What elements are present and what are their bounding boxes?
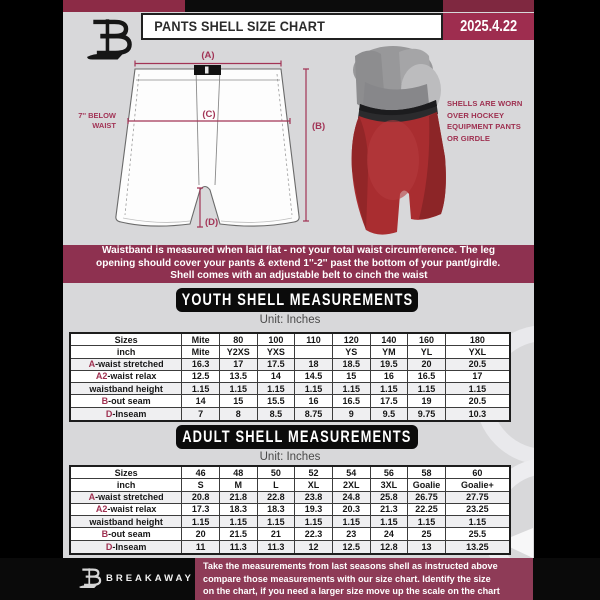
table-cell: 1.15: [446, 516, 509, 528]
table-cell: YXS: [258, 346, 296, 358]
table-cell: 8.75: [295, 408, 333, 420]
table-row: [71, 408, 509, 420]
table-cell: 20: [408, 359, 446, 371]
shorts-outline: [116, 69, 299, 226]
table-row: [71, 528, 509, 540]
table-cell: 100: [258, 334, 296, 346]
table-cell: 7: [182, 408, 220, 420]
table-cell: 80: [220, 334, 258, 346]
table-cell: 1.15: [258, 516, 296, 528]
measure-label-d: (D): [205, 217, 219, 228]
table-cell: 27.75: [446, 492, 509, 504]
footer-instruction-line: Take the measurements from last seasons shell as instructed above: [203, 561, 498, 573]
row-label: [71, 346, 182, 358]
table-cell: 23: [333, 528, 371, 540]
table-row: [71, 516, 509, 528]
row-label: [71, 504, 182, 516]
table-cell: 19.3: [295, 504, 333, 516]
table-cell: 21.5: [220, 528, 258, 540]
shell-note-line: EQUIPMENT PANTS: [447, 122, 521, 131]
table-cell: 16.5: [333, 395, 371, 407]
table-cell: 13: [408, 541, 446, 553]
row-label-text: inch: [116, 479, 136, 490]
row-label: [71, 383, 182, 395]
table-cell: 8: [220, 408, 258, 420]
table-cell: 120: [333, 334, 371, 346]
table-cell: 60: [446, 467, 509, 479]
table-row: [71, 359, 509, 371]
date-text: 2025.4.22: [460, 17, 517, 35]
table-cell: 11.3: [220, 541, 258, 553]
table-cell: 1.15: [295, 516, 333, 528]
table-cell: Goalie: [408, 479, 446, 491]
adult-unit-label: Unit: Inches: [259, 451, 321, 463]
table-cell: 26.75: [408, 492, 446, 504]
table-cell: 180: [446, 334, 509, 346]
row-label-text: waistband height: [89, 383, 163, 394]
row-label: [71, 516, 182, 528]
table-cell: 140: [371, 334, 409, 346]
row-label: [71, 541, 182, 553]
row-label-prefix: B: [101, 395, 109, 406]
table-row: [71, 504, 509, 516]
table-cell: 22.3: [295, 528, 333, 540]
table-cell: 1.15: [408, 383, 446, 395]
table-cell: 1.15: [295, 383, 333, 395]
row-label-prefix: A: [88, 492, 96, 503]
table-cell: 10.3: [468, 408, 487, 419]
youth-heading: YOUTH SHELL MEASUREMENTS: [181, 290, 413, 309]
table-row: [71, 541, 509, 553]
table-cell: 160: [408, 334, 446, 346]
youth-section-header: [176, 288, 418, 312]
table-cell: M: [220, 479, 258, 491]
table-cell: 18.5: [333, 359, 371, 371]
row-label: [71, 359, 182, 371]
table-cell: 24.8: [333, 492, 371, 504]
youth-unit-label: Unit: Inches: [259, 314, 321, 326]
table-cell: 20.3: [333, 504, 371, 516]
table-cell: 52: [295, 467, 333, 479]
table-cell: Goalie+: [446, 479, 509, 491]
table-cell: 13.5: [220, 371, 258, 383]
table-row: [71, 395, 509, 407]
table-cell: 12.5: [182, 371, 220, 383]
table-cell: 50: [258, 467, 296, 479]
table-cell: 16.3: [182, 359, 220, 371]
table-cell: Mite: [182, 346, 220, 358]
table-cell: 1.15: [408, 516, 446, 528]
footer-instructions: [195, 558, 533, 600]
table-row: [71, 383, 509, 395]
table-cell: 14: [258, 371, 296, 383]
table-cell: 21.3: [371, 504, 409, 516]
table-cell: 13.25: [466, 541, 489, 552]
measure-label-b: (B): [312, 121, 326, 132]
table-cell: 19: [408, 395, 446, 407]
table-cell: 17.5: [371, 395, 409, 407]
table-row: [71, 467, 509, 479]
table-cell: 1.15: [220, 516, 258, 528]
shell-photo: [335, 42, 453, 238]
table-cell: 1.15: [182, 383, 220, 395]
waist-note-line1: 7'' BELOW: [78, 111, 116, 120]
table-cell: 1.15: [182, 516, 220, 528]
row-label-text: -Inseam: [112, 541, 147, 552]
row-label-text: inch: [116, 346, 136, 357]
row-label-prefix: A: [88, 359, 96, 370]
table-cell: 14.5: [295, 371, 333, 383]
row-label-text: -waist relax: [107, 371, 157, 382]
table-cell: 54: [333, 467, 371, 479]
table-row: [71, 346, 509, 358]
page-title-box: [141, 13, 443, 40]
table-cell: 15.5: [258, 395, 296, 407]
row-label: [71, 395, 182, 407]
table-cell: 9.75: [408, 408, 446, 420]
row-label-prefix: D: [105, 408, 113, 419]
table-row: [71, 371, 509, 383]
row-label-prefix: D: [105, 541, 113, 552]
table-cell: 16: [371, 371, 409, 383]
table-cell: 23.8: [295, 492, 333, 504]
brand-wordmark: BREAKAWAY: [106, 573, 194, 584]
table-cell: 12.8: [371, 541, 409, 553]
table-cell: 25: [408, 528, 446, 540]
table-cell: 2XL: [333, 479, 371, 491]
row-label-prefix: B: [101, 528, 109, 539]
table-cell: 1.15: [258, 383, 296, 395]
table-cell: 1.15: [446, 383, 509, 395]
table-cell: 19.5: [371, 359, 409, 371]
header-strip-maroon-right: [443, 0, 534, 12]
table-cell: Mite: [182, 334, 220, 346]
row-label: [71, 492, 182, 504]
table-cell: 21: [258, 528, 296, 540]
table-cell: 22.8: [258, 492, 296, 504]
table-cell: 48: [220, 467, 258, 479]
measure-label-a: (A): [201, 50, 215, 61]
table-cell: 18.3: [220, 504, 258, 516]
shell-note-line: OR GIRDLE: [447, 133, 491, 143]
row-label-text: -out seam: [108, 395, 151, 406]
table-row: [71, 492, 509, 504]
footer-bar: [0, 558, 600, 600]
table-cell: 18: [295, 359, 333, 371]
table-cell: Y2XS: [220, 346, 258, 358]
adult-section-header: [176, 425, 418, 449]
table-cell: 14: [182, 395, 220, 407]
document-page: [63, 0, 534, 558]
row-label-text: -waist stretched: [95, 359, 164, 370]
row-label: [71, 467, 182, 479]
table-cell: 1.15: [220, 383, 258, 395]
table-cell: YS: [333, 346, 371, 358]
date-badge: [443, 13, 534, 40]
table-cell: 18.3: [258, 504, 296, 516]
table-cell: 24: [371, 528, 409, 540]
waist-note-line2: WAIST: [92, 121, 116, 130]
table-cell: 25.8: [371, 492, 409, 504]
table-cell: 17.3: [182, 504, 220, 516]
table-cell: 1.15: [371, 516, 409, 528]
table-cell: 1.15: [333, 383, 371, 395]
table-cell: 1.15: [333, 516, 371, 528]
waistband-info-banner: [63, 245, 534, 283]
table-cell: YL: [408, 346, 446, 358]
row-label: [71, 528, 182, 540]
table-cell: 17: [446, 371, 509, 383]
table-cell: 20: [182, 528, 220, 540]
table-cell: S: [182, 479, 220, 491]
header-strip-maroon-left: [63, 0, 185, 12]
table-cell: 46: [182, 467, 220, 479]
table-cell: L: [258, 479, 296, 491]
row-label: [71, 334, 182, 346]
breakaway-logo-small-icon: [78, 565, 104, 589]
info-line: opening should cover your pants & extend 1''-2'' past the bottom of your pant/girdle.: [96, 257, 501, 269]
table-cell: 12.5: [333, 541, 371, 553]
table-cell: 12: [295, 541, 333, 553]
table-cell: 16.5: [408, 371, 446, 383]
row-label-text: -Inseam: [112, 408, 147, 419]
row-label: [71, 371, 182, 383]
footer-instruction-line: on the chart, if you need a larger size move up the scale on the chart: [203, 586, 500, 598]
info-line: Shell comes with an adjustable belt to cinch the waist: [169, 270, 428, 282]
table-cell: 11: [182, 541, 220, 553]
youth-measurements-table: [69, 332, 511, 422]
table-cell: 20.8: [182, 492, 220, 504]
row-label: [71, 479, 182, 491]
row-label-text: Sizes: [114, 467, 138, 478]
row-label: [71, 408, 182, 420]
table-row: [71, 334, 509, 346]
table-cell: 11.3: [258, 541, 296, 553]
header-strip-black: [185, 0, 443, 12]
table-cell: 56: [371, 467, 409, 479]
row-label-text: -waist relax: [107, 504, 157, 515]
table-cell: 17: [220, 359, 258, 371]
adult-measurements-table: [69, 465, 511, 555]
info-line: Waistband is measured when laid flat - not your total waist circumference. The leg: [101, 245, 496, 257]
table-cell: YXL: [446, 346, 509, 358]
table-cell: 21.8: [220, 492, 258, 504]
adult-heading: ADULT SHELL MEASUREMENTS: [182, 427, 412, 446]
row-label-text: -waist stretched: [95, 492, 164, 503]
footer-instruction-line: compare those measurements with our size chart. Identify the size: [203, 573, 491, 585]
table-cell: 15: [220, 395, 258, 407]
table-cell: [295, 346, 333, 358]
table-cell: YM: [371, 346, 409, 358]
table-cell: 16: [295, 395, 333, 407]
table-cell: 25.5: [446, 528, 509, 540]
table-cell: 20.5: [446, 359, 509, 371]
row-label-text: -out seam: [108, 528, 151, 539]
table-cell: 17.5: [258, 359, 296, 371]
table-cell: 9.5: [371, 408, 409, 420]
table-cell: 110: [295, 334, 333, 346]
row-label-text: waistband height: [89, 516, 163, 527]
page-title: PANTS SHELL SIZE CHART: [154, 19, 326, 34]
table-cell: 15: [333, 371, 371, 383]
table-cell: XL: [295, 479, 333, 491]
measure-label-c: (C): [202, 109, 216, 120]
table-cell: 9: [333, 408, 371, 420]
table-cell: 22.25: [408, 504, 446, 516]
shell-note-line: OVER HOCKEY: [447, 110, 505, 120]
breakaway-logo-icon: [83, 14, 139, 60]
table-cell: 58: [408, 467, 446, 479]
table-cell: 20.5: [446, 395, 509, 407]
row-label-text: Sizes: [114, 334, 138, 345]
row-label-prefix: A2: [95, 371, 108, 382]
table-cell: 23.25: [446, 504, 509, 516]
table-row: [71, 479, 509, 491]
measure-line-b: [303, 69, 309, 221]
shell-note-line: SHELLS ARE WORN: [447, 99, 523, 108]
table-cell: 1.15: [371, 383, 409, 395]
table-cell: 3XL: [371, 479, 409, 491]
row-label-prefix: A2: [95, 504, 108, 515]
shorts-measurement-diagram: [63, 40, 333, 240]
shell-note: [447, 98, 522, 144]
table-cell: 8.5: [258, 408, 296, 420]
